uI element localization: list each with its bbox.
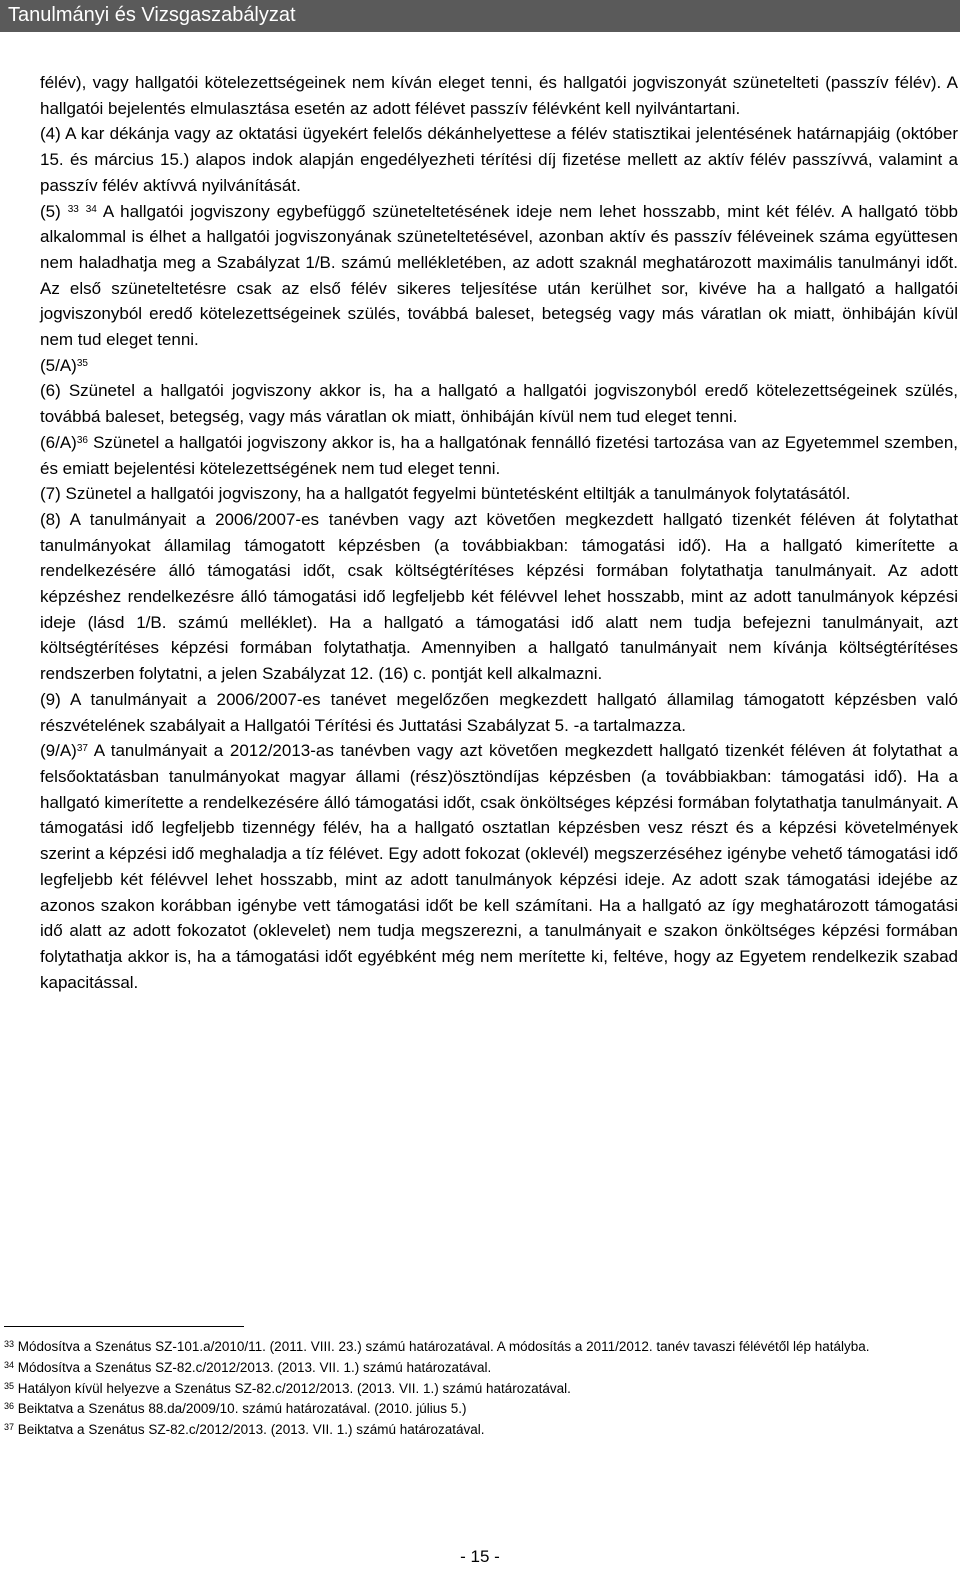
paragraph-text: Szünetel a hallgatói jogviszony, ha a hallgatót fegyelmi büntetésként eltiltják a tanulmányok folytatásától.: [65, 484, 851, 504]
footnote-number: 36: [4, 1401, 15, 1412]
footnote-text: Beiktatva a Szenátus 88.da/2009/10. számú határozatával. (2010. július 5.): [17, 1401, 467, 1417]
document-header: [0, 0, 960, 32]
paragraph-5: [40, 199, 958, 353]
footnote-item: [4, 1337, 924, 1358]
paragraph-9a: [40, 738, 958, 995]
paragraph-label: (7): [40, 484, 61, 504]
document-body: [40, 70, 958, 995]
footnote-number: 33: [4, 1339, 15, 1349]
footnote-text: Beiktatva a Szenátus SZ-82.c/2012/2013. (2013. VII. 1.) számú határozatával.: [17, 1422, 485, 1438]
paragraph-label: (9): [40, 689, 61, 709]
footnote-ref[interactable]: 36: [76, 434, 88, 446]
footnote-ref[interactable]: 35: [76, 357, 88, 369]
footnote-ref[interactable]: 37: [76, 743, 88, 755]
paragraph-text: Szünetel a hallgatói jogviszony akkor is, ha a hallgató a hallgatói jogviszonyból eredő kötelezettségeinek szülés, továbbá baleset, betegség, vagy más váratlan ok miatt, önhibáján kívül nem tud eleget tenni.: [40, 381, 958, 427]
paragraph-label: (6/A): [40, 432, 77, 452]
footnote-ref[interactable]: 33: [67, 203, 79, 215]
footnote-item: [4, 1358, 924, 1379]
paragraph-label: (8): [40, 509, 61, 529]
paragraph-continuation: félév), vagy hallgatói kötelezettségeinek nem kíván eleget tenni, és hallgatói jogviszonyát szünetelteti (passzív félév). A hallgatói bejelentés elmulasztása esetén az adott félévet passzív félévként kell nyilvántartani.: [40, 73, 958, 118]
footnote-text: Módosítva a Szenátus SZ-101.a/2010/11. (2011. VIII. 23.) számú határozatával. A módosítás a 2011/2012. tanév tavaszi félévétől lép hatályba.: [17, 1339, 870, 1354]
paragraph-text: A tanulmányait a 2012/2013-as tanévben vagy azt követően megkezdett hallgató tizenkét féléven át folytathat a felsőoktatásban tanulmányokat magyar állami (rész)ösztöndíjas képzésben (a továbbiakban: támogatási idő). Ha a hallgató kimerítette a rendelkezésére álló támogatási időt, csak önköltséges képzési formában folytathatja tanulmányait. A támogatási idő legfeljebb tizennégy félév, ha a hallgató osztatlan képzésben vesz részt és a képzési követelmények szerint a képzési idő meghaladja a tíz félévet. Egy adott fokozat (oklevél) megszerzéséhez igénybe vehető támogatási idő legfeljebb két félévvel lehet hosszabb, mint az adott tanulmányok képzési ideje. Az adott szak támogatási idejébe az azonos szakon korábban igénybe vett támogatási időt be kell számítani. Ha a hallgató az így meghatározott támogatási idő alatt az adott fokozatot (oklevelet) nem tudja megszerezni, a tanulmányait e szakon önköltséges képzési formában folytathatja akkor is, ha a támogatási időt egyébként még nem merítette ki, feltéve, hogy az Egyetem rendelkezik szabad kapacitással.: [40, 741, 958, 992]
footnote-text: Hatályon kívül helyezve a Szenátus SZ-82.c/2012/2013. (2013. VII. 1.) számú határozatával.: [17, 1380, 571, 1396]
paragraph-label: (5/A): [40, 355, 77, 375]
paragraph-text: A tanulmányait a 2006/2007-es tanévet megelőzően megkezdett hallgató államilag támogatott képzésben való részvételének szabályait a Hallgatói Térítési és Juttatási Szabályzat 5. -a tartalmazza.: [40, 689, 958, 735]
footnote-number: 37: [4, 1422, 15, 1433]
paragraph-text: A tanulmányait a 2006/2007-es tanévben vagy azt követően megkezdett hallgató tizenkét féléven át folytathat tanulmányokat államilag támogatott képzésben (a továbbiakban: támogatási idő). Ha a hallgató kimerítette a rendelkezésére álló támogatási időt, csak költségtérítéses képzési formában folytathatja tanulmányait. Az adott képzéshez rendelkezésre álló támogatási idő legfeljebb két félévvel lehet hosszabb, mint az adott tanulmányok képzési ideje (lásd 1/B. számú melléklet). Ha a hallgató a támogatási idő alatt nem tudja befejezni tanulmányait, azt költségtérítéses képzési formában folytathatja. Amennyiben a hallgató tanulmányait nem kívánja költségtérítéses rendszerben folytatni, a jelen Szabályzat 12. (16) c. pontját kell alkalmazni.: [40, 509, 958, 684]
paragraph-label: (5): [40, 201, 61, 221]
footnote-number: 35: [4, 1380, 15, 1391]
paragraph-5a: [40, 353, 958, 379]
paragraph-text: Szünetel a hallgatói jogviszony akkor is, ha a hallgatónak fennálló fizetési tartozása van az Egyetemmel szemben, és emiatt bejelentési kötelezettségének nem tud eleget tenni.: [40, 432, 958, 478]
footnotes: [4, 1337, 924, 1441]
document-title: Tanulmányi és Vizsgaszabályzat: [8, 4, 296, 26]
paragraph-label: (9/A): [40, 741, 77, 761]
paragraph-label: (6): [40, 381, 61, 401]
footnote-item: [4, 1379, 924, 1400]
paragraph-6: [40, 378, 958, 429]
footnote-text: Módosítva a Szenátus SZ-82.c/2012/2013. (2013. VII. 1.) számú határozatával.: [17, 1359, 492, 1375]
footnote-item: [4, 1399, 924, 1420]
footnote-divider: [4, 1326, 244, 1327]
footnote-number: 34: [4, 1359, 15, 1370]
paragraph-8: [40, 507, 958, 687]
paragraph-text: A hallgatói jogviszony egybefüggő szüneteltetésének ideje nem lehet hosszabb, mint két félév. A hallgató több alkalommal is élhet a hallgatói jogviszonyának szüneteltetésével, azonban aktív és passzív féléveinek száma együttesen nem haladhatja meg a Szabályzat 1/B. számú mellékletében, az adott szaknál meghatározott maximális tanulmányi időt. Az első szüneteltetésre csak az első félév sikeres teljesítése után kerülhet sor, kivéve ha a hallgató a hallgatói jogviszonyból eredő kötelezettségeinek szülés, továbbá baleset, betegség vagy más váratlan ok miatt, önhibáján kívül nem tud eleget tenni.: [40, 201, 958, 350]
paragraph-label: (4): [40, 124, 61, 144]
paragraph-6a: [40, 430, 958, 481]
paragraph-text: A kar dékánja vagy az oktatási ügyekért felelős dékánhelyettese a félév statisztikai jelentésének határnapjáig (október 15. és március 15.) alapos indok alapján engedélyezheti térítési díj fizetése mellett az aktív félév passzívvá, valamint a passzív félév aktívvá nyilvánítását.: [40, 124, 958, 195]
paragraph-9: [40, 687, 958, 738]
paragraph-4: [40, 121, 958, 198]
footnote-item: [4, 1420, 924, 1441]
page-number: - 15 -: [460, 1547, 500, 1566]
footnote-ref[interactable]: 34: [85, 203, 97, 215]
paragraph-7: [40, 481, 958, 507]
